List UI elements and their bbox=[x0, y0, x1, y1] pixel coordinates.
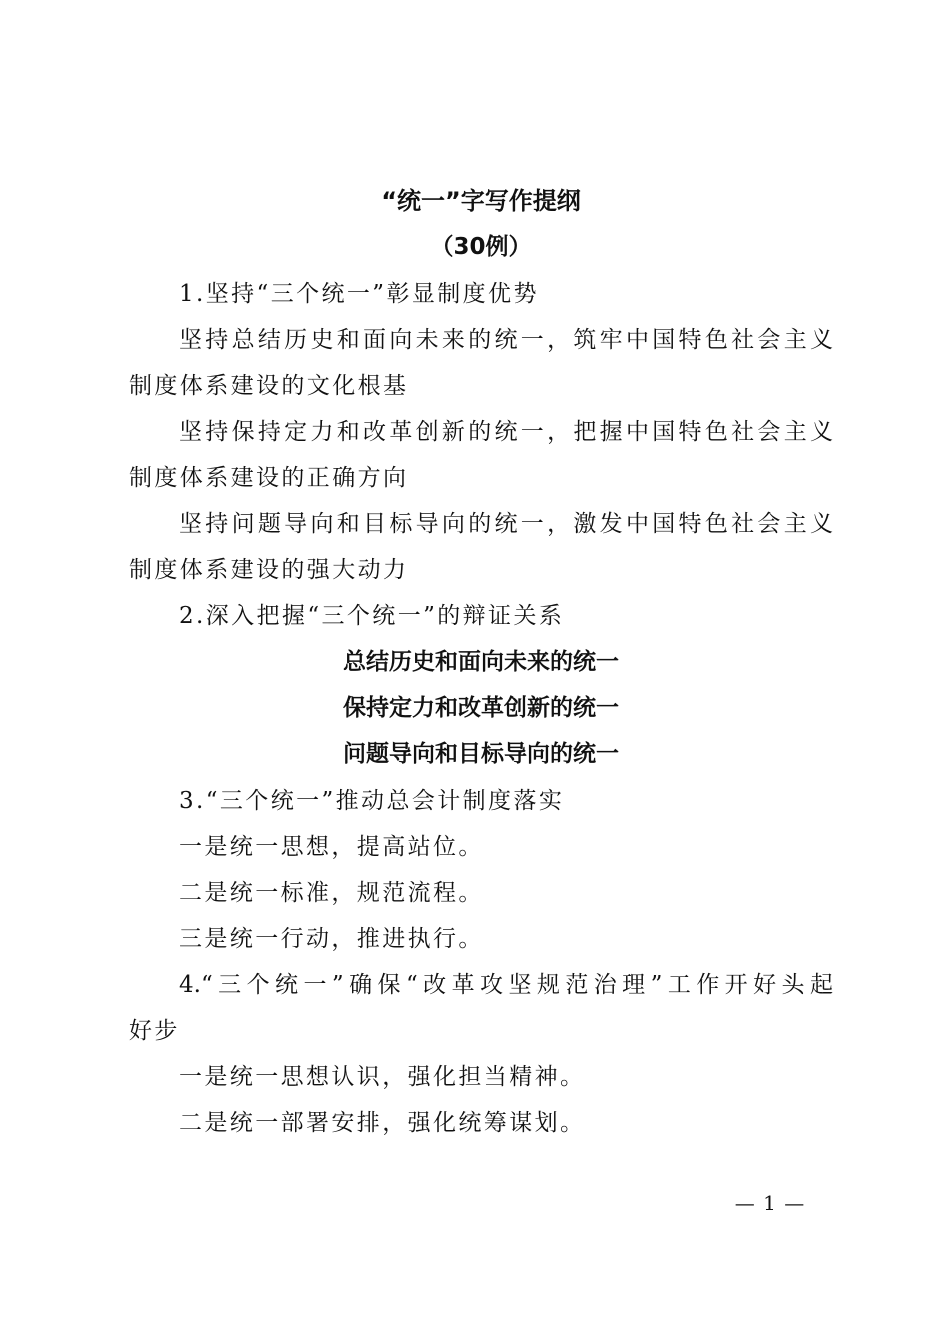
paragraph-line: 一是统一思想，提高站位。 bbox=[179, 834, 484, 860]
paragraph-line: 制度体系建设的强大动力 bbox=[129, 557, 409, 583]
section-heading-2: 2.深入把握“三个统一”的辩证关系 bbox=[179, 603, 565, 629]
paragraph-line: 一是统一思想认识，强化担当精神。 bbox=[179, 1064, 586, 1090]
paragraph-line: 坚持总结历史和面向未来的统一，筑牢中国特色社会主义 bbox=[179, 327, 833, 353]
paragraph-line: 制度体系建设的正确方向 bbox=[129, 465, 409, 491]
paragraph-line: 坚持保持定力和改革创新的统一，把握中国特色社会主义 bbox=[179, 419, 833, 445]
document-title: “统一”字写作提纲 bbox=[381, 187, 581, 215]
bold-subheading: 保持定力和改革创新的统一 bbox=[343, 695, 619, 721]
bold-subheading: 问题导向和目标导向的统一 bbox=[343, 741, 619, 767]
paragraph-line: 二是统一部署安排，强化统筹谋划。 bbox=[179, 1110, 586, 1136]
paragraph-line: 三是统一行动，推进执行。 bbox=[179, 926, 484, 952]
paragraph-line: 坚持问题导向和目标导向的统一，激发中国特色社会主义 bbox=[179, 511, 833, 537]
page-number: — 1 — bbox=[734, 1191, 806, 1215]
paragraph-line: 好步 bbox=[129, 1018, 180, 1044]
section-heading-4: 4.“三个统一”确保“改革攻坚规范治理”工作开好头起 bbox=[179, 972, 833, 998]
paragraph-line: 制度体系建设的文化根基 bbox=[129, 373, 409, 399]
bold-subheading: 总结历史和面向未来的统一 bbox=[343, 649, 619, 675]
section-heading-3: 3.“三个统一”推动总会计制度落实 bbox=[179, 788, 565, 814]
section-heading-1: 1.坚持“三个统一”彰显制度优势 bbox=[179, 281, 539, 307]
document-subtitle: （30例） bbox=[430, 234, 532, 260]
paragraph-line: 二是统一标准，规范流程。 bbox=[179, 880, 484, 906]
